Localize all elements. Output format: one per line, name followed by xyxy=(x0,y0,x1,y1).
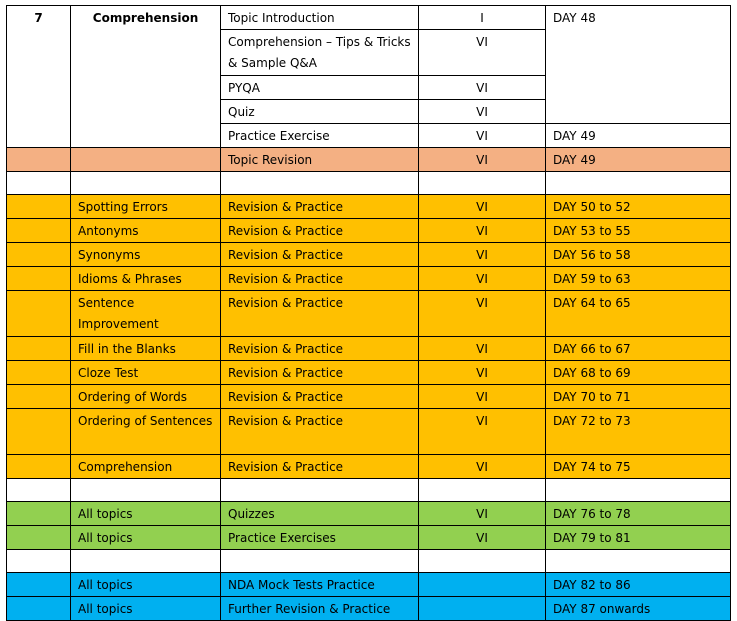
table-row xyxy=(7,219,731,243)
level-cell: VI xyxy=(419,148,546,172)
spacer-row xyxy=(7,550,731,573)
table-row xyxy=(7,502,731,526)
level-cell: VI xyxy=(419,243,546,267)
subject-cell: Comprehension xyxy=(71,455,221,479)
day-cell: DAY 66 to 67 xyxy=(546,337,731,361)
day-cell: DAY 70 to 71 xyxy=(546,385,731,409)
empty-cell xyxy=(7,195,71,219)
day-cell: DAY 53 to 55 xyxy=(546,219,731,243)
table-row xyxy=(7,148,731,172)
topic-cell: Revision & Practice xyxy=(221,243,419,267)
topic-cell: Quiz xyxy=(221,100,419,124)
table-row xyxy=(7,455,731,479)
level-cell: VI xyxy=(419,337,546,361)
empty-cell xyxy=(7,385,71,409)
empty-cell xyxy=(7,409,71,455)
topic-cell: Further Revision & Practice xyxy=(221,597,419,621)
level-cell: VI xyxy=(419,526,546,550)
empty-cell xyxy=(7,361,71,385)
day-cell: DAY 48 xyxy=(546,6,731,124)
day-cell: DAY 74 to 75 xyxy=(546,455,731,479)
topic-cell: Revision & Practice xyxy=(221,455,419,479)
day-cell: DAY 49 xyxy=(546,148,731,172)
topic-cell: Revision & Practice xyxy=(221,385,419,409)
topic-cell: Practice Exercises xyxy=(221,526,419,550)
topic-cell: Revision & Practice xyxy=(221,409,419,455)
topic-cell: NDA Mock Tests Practice xyxy=(221,573,419,597)
topic-cell: Quizzes xyxy=(221,502,419,526)
table-row xyxy=(7,243,731,267)
spacer-row xyxy=(7,479,731,502)
topic-cell: Topic Introduction xyxy=(221,6,419,30)
day-cell: DAY 76 to 78 xyxy=(546,502,731,526)
level-cell: VI xyxy=(419,455,546,479)
topic-cell: Revision & Practice xyxy=(221,195,419,219)
table-row xyxy=(7,385,731,409)
empty-cell xyxy=(7,455,71,479)
day-cell: DAY 64 to 65 xyxy=(546,291,731,337)
empty-cell xyxy=(7,219,71,243)
subject-cell: Cloze Test xyxy=(71,361,221,385)
study-schedule-table xyxy=(6,5,731,621)
day-cell: DAY 79 to 81 xyxy=(546,526,731,550)
table-row xyxy=(7,267,731,291)
empty-cell xyxy=(7,337,71,361)
section-number: 7 xyxy=(7,6,71,148)
table-row xyxy=(7,361,731,385)
level-cell: VI xyxy=(419,124,546,148)
topic-cell: Revision & Practice xyxy=(221,291,419,337)
topic-cell: Revision & Practice xyxy=(221,361,419,385)
day-cell: DAY 72 to 73 xyxy=(546,409,731,455)
empty-cell xyxy=(7,267,71,291)
day-cell: DAY 59 to 63 xyxy=(546,267,731,291)
subject-cell: Antonyms xyxy=(71,219,221,243)
empty-cell xyxy=(71,148,221,172)
spacer-row xyxy=(7,172,731,195)
subject-cell: All topics xyxy=(71,502,221,526)
level-cell: VI xyxy=(419,502,546,526)
table-row xyxy=(7,409,731,455)
subject-cell: Ordering of Words xyxy=(71,385,221,409)
section-title: Comprehension xyxy=(71,6,221,148)
table-row xyxy=(7,573,731,597)
empty-cell xyxy=(7,148,71,172)
level-cell: VI xyxy=(419,100,546,124)
level-cell: VI xyxy=(419,219,546,243)
subject-cell: All topics xyxy=(71,597,221,621)
level-cell: VI xyxy=(419,267,546,291)
day-cell: DAY 87 onwards xyxy=(546,597,731,621)
level-cell xyxy=(419,597,546,621)
level-cell: VI xyxy=(419,291,546,337)
level-cell: VI xyxy=(419,76,546,100)
table-row xyxy=(7,195,731,219)
level-cell xyxy=(419,573,546,597)
table-row xyxy=(7,597,731,621)
day-cell: DAY 68 to 69 xyxy=(546,361,731,385)
subject-cell: Idioms & Phrases xyxy=(71,267,221,291)
topic-cell: Revision & Practice xyxy=(221,337,419,361)
topic-cell: Topic Revision xyxy=(221,148,419,172)
subject-cell: Spotting Errors xyxy=(71,195,221,219)
topic-cell: Comprehension – Tips & Tricks & Sample Q&A xyxy=(221,30,419,76)
level-cell: VI xyxy=(419,361,546,385)
table-row xyxy=(7,291,731,337)
table-row xyxy=(7,337,731,361)
level-cell: VI xyxy=(419,195,546,219)
topic-cell: Revision & Practice xyxy=(221,267,419,291)
level-cell: I xyxy=(419,6,546,30)
empty-cell xyxy=(7,526,71,550)
empty-cell xyxy=(7,291,71,337)
day-cell: DAY 49 xyxy=(546,124,731,148)
topic-cell: Revision & Practice xyxy=(221,219,419,243)
day-cell: DAY 82 to 86 xyxy=(546,573,731,597)
subject-cell: Sentence Improvement xyxy=(71,291,221,337)
topic-cell: Practice Exercise xyxy=(221,124,419,148)
empty-cell xyxy=(7,597,71,621)
subject-cell: Ordering of Sentences xyxy=(71,409,221,455)
subject-cell: Fill in the Blanks xyxy=(71,337,221,361)
subject-cell: All topics xyxy=(71,573,221,597)
day-cell: DAY 50 to 52 xyxy=(546,195,731,219)
empty-cell xyxy=(7,502,71,526)
table-row xyxy=(7,526,731,550)
empty-cell xyxy=(7,243,71,267)
subject-cell: All topics xyxy=(71,526,221,550)
level-cell: VI xyxy=(419,385,546,409)
level-cell: VI xyxy=(419,409,546,455)
day-cell: DAY 56 to 58 xyxy=(546,243,731,267)
level-cell: VI xyxy=(419,30,546,76)
table-row xyxy=(7,6,731,30)
topic-cell: PYQA xyxy=(221,76,419,100)
subject-cell: Synonyms xyxy=(71,243,221,267)
empty-cell xyxy=(7,573,71,597)
